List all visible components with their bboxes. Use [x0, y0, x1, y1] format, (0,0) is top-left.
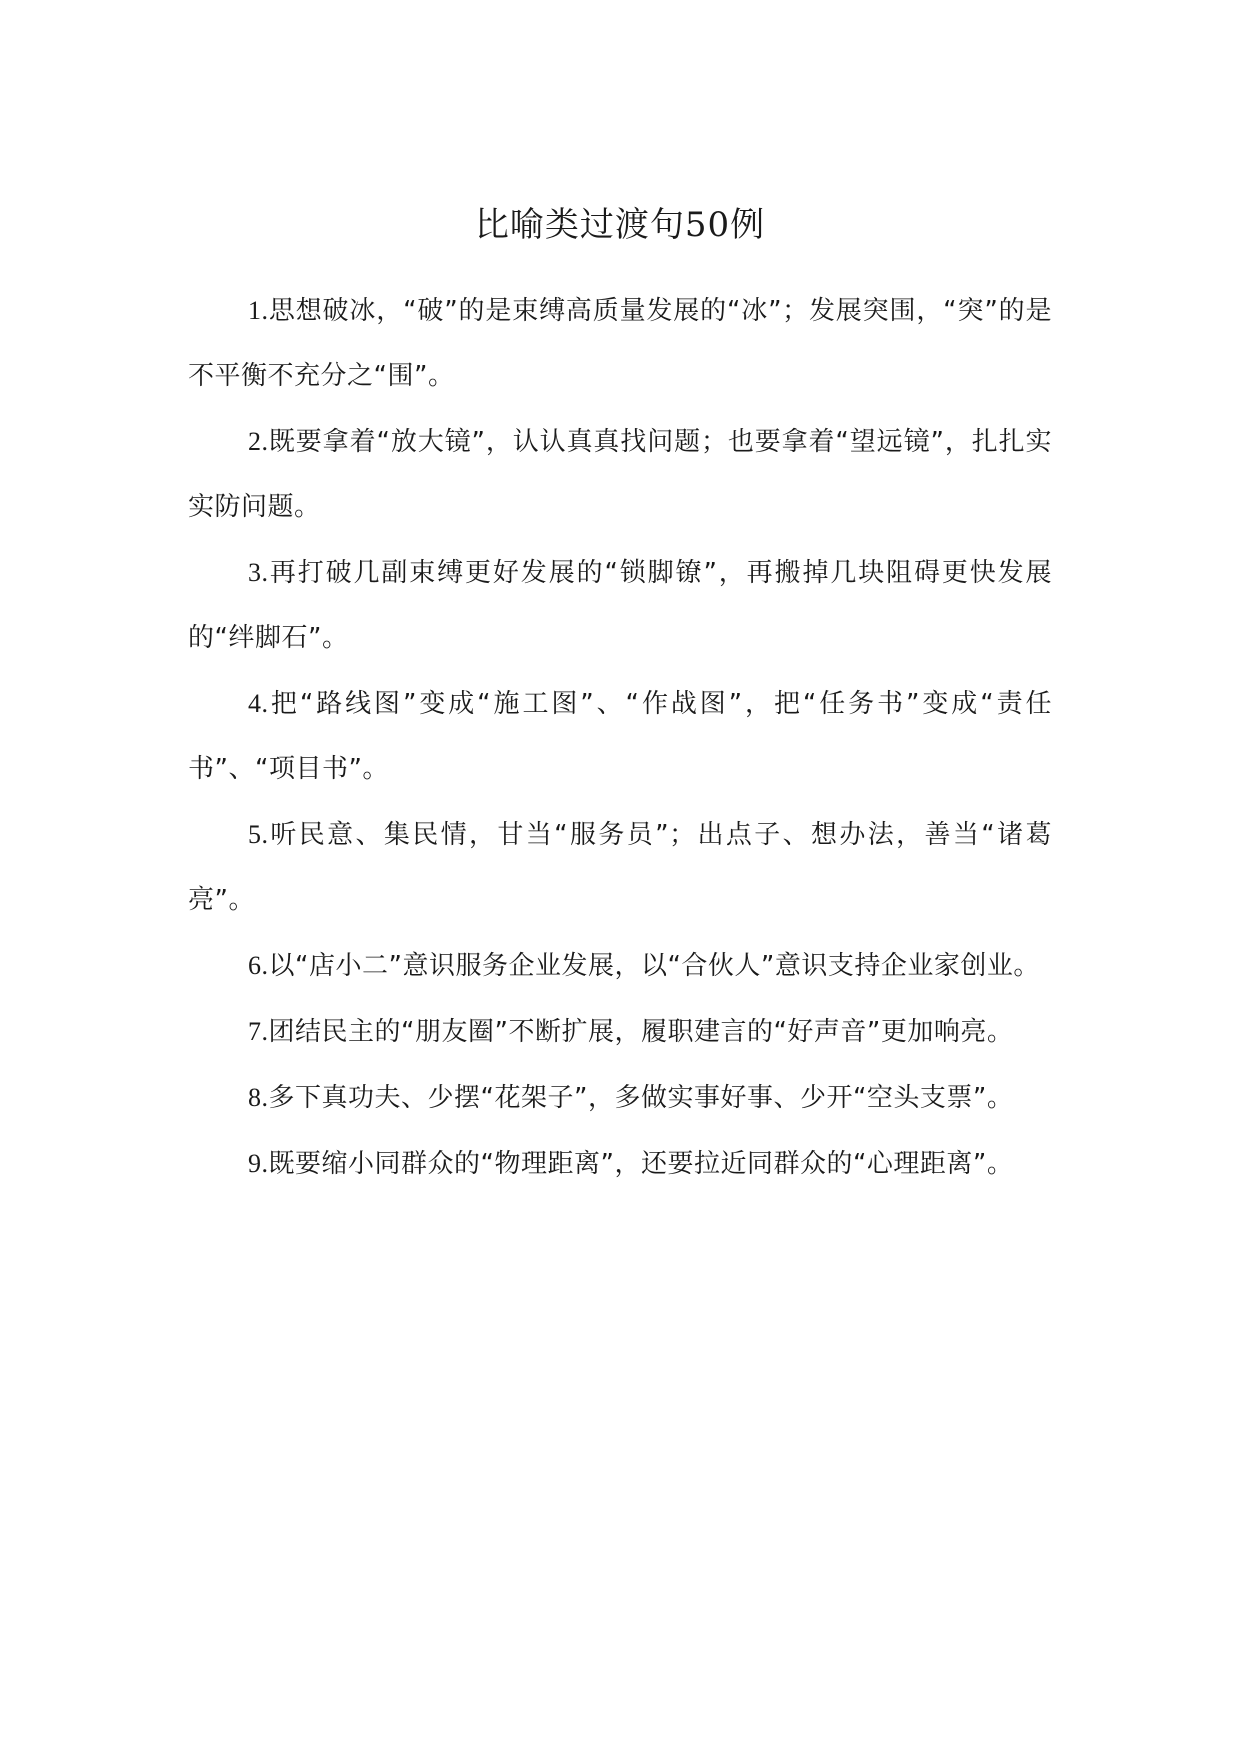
paragraph-number: 3. [248, 558, 269, 587]
document-title: 比喻类过渡句50例 [474, 205, 766, 245]
paragraph-8 [188, 1065, 1052, 1131]
paragraph-number: 6. [248, 951, 269, 980]
paragraph-number: 7. [248, 1017, 269, 1046]
document-body [188, 278, 1052, 1197]
paragraph-1 [188, 278, 1052, 409]
paragraph-number: 1. [248, 296, 269, 325]
paragraph-7 [188, 999, 1052, 1065]
paragraph-text: 多下真功夫、少摆“花架子”，多做实事好事、少开“空头支票”。 [268, 1083, 1014, 1113]
paragraph-text: 思想破冰，“破”的是束缚高质量发展的“冰”；发展突围，“突”的是不平衡不充分之“围”。 [188, 296, 1052, 391]
paragraph-6 [188, 933, 1052, 999]
paragraph-4 [188, 671, 1052, 802]
paragraph-number: 2. [248, 427, 269, 456]
paragraph-text: 既要缩小同群众的“物理距离”，还要拉近同群众的“心理距离”。 [268, 1149, 1014, 1179]
paragraph-text: 听民意、集民情，甘当“服务员”；出点子、想办法，善当“诸葛亮”。 [188, 820, 1052, 915]
paragraph-text: 以“店小二”意识服务企业发展，以“合伙人”意识支持企业家创业。 [268, 951, 1040, 981]
paragraph-text: 团结民主的“朋友圈”不断扩展，履职建言的“好声音”更加响亮。 [268, 1017, 1014, 1047]
paragraph-text: 再打破几副束缚更好发展的“锁脚镣”，再搬掉几块阻碍更快发展的“绊脚石”。 [188, 558, 1052, 653]
paragraph-9 [188, 1131, 1052, 1197]
paragraph-3 [188, 540, 1052, 671]
paragraph-5 [188, 802, 1052, 933]
paragraph-number: 4. [248, 689, 269, 718]
paragraph-2 [188, 409, 1052, 540]
paragraph-text: 把“路线图”变成“施工图”、“作战图”，把“任务书”变成“责任书”、“项目书”。 [188, 689, 1052, 784]
paragraph-text: 既要拿着“放大镜”，认认真真找问题；也要拿着“望远镜”，扎扎实实防问题。 [188, 427, 1052, 522]
paragraph-number: 8. [248, 1083, 269, 1112]
paragraph-number: 9. [248, 1149, 269, 1178]
paragraph-number: 5. [248, 820, 269, 849]
